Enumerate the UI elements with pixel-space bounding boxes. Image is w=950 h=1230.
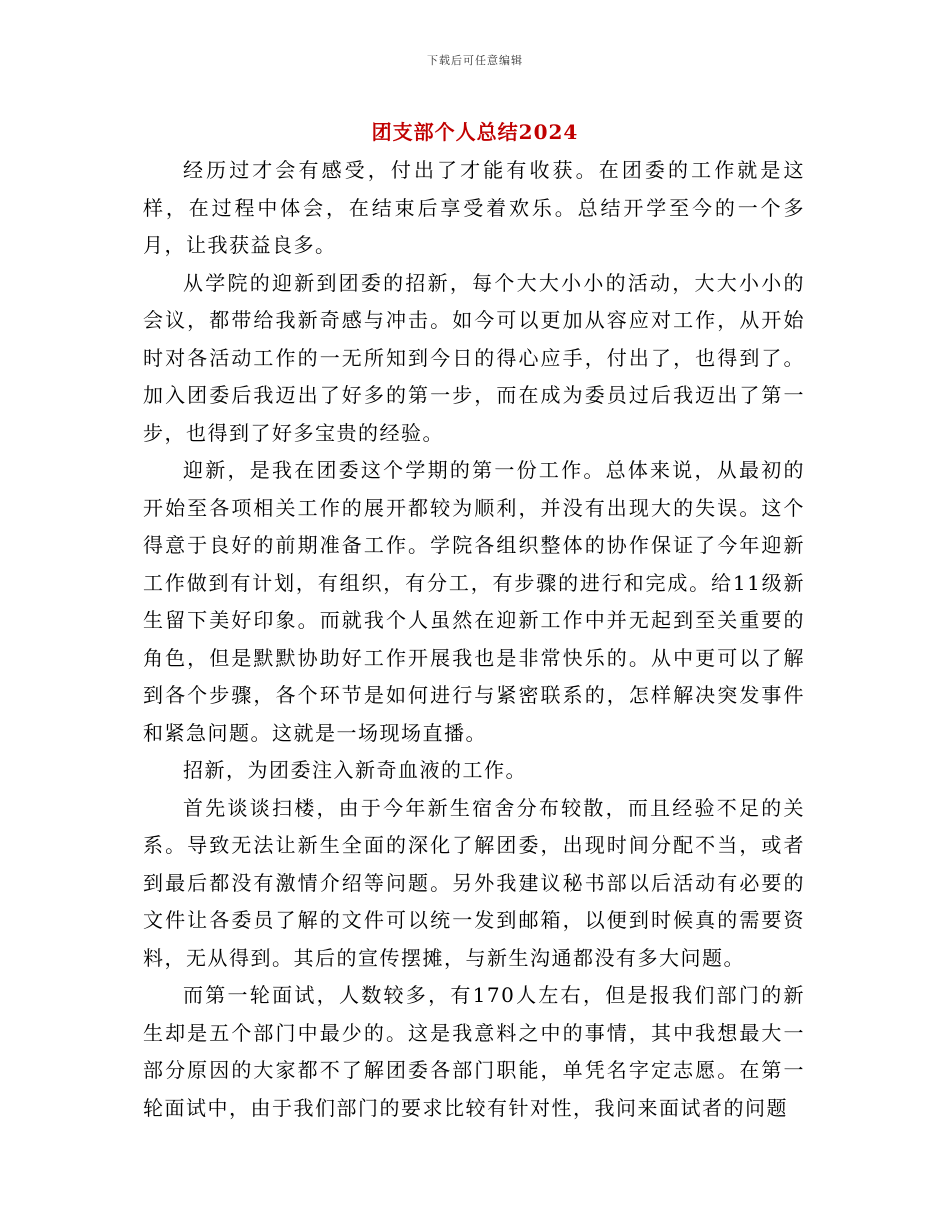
paragraph-6: 而第一轮面试，人数较多，有170人左右，但是报我们部门的新生却是五个部门中最少的。这是我意料之中的事情，其中我想最大一部分原因的大家都不了解团委各部门职能，单凭名字定志愿。在第一轮面试中，由于我们部门的要求比较有针对性，我问来面试者的问题 bbox=[143, 983, 805, 1120]
paragraph-5: 首先谈谈扫楼，由于今年新生宿舍分布较散，而且经验不足的关系。导致无法让新生全面的深化了解团委，出现时间分配不当，或者到最后都没有激情介绍等问题。另外我建议秘书部以后活动有必要的文件让各委员了解的文件可以统一发到邮箱，以便到时候真的需要资料，无从得到。其后的宣传摆摊，与新生沟通都没有多大问题。 bbox=[143, 795, 805, 970]
document-body bbox=[143, 152, 805, 1127]
document-title: 团支部个人总结2024 bbox=[371, 120, 579, 144]
paragraph-1: 经历过才会有感受，付出了才能有收获。在团委的工作就是这样，在过程中体会，在结束后享受着欢乐。总结开学至今的一个多月，让我获益良多。 bbox=[143, 158, 805, 257]
paragraph-3: 迎新，是我在团委这个学期的第一份工作。总体来说，从最初的开始至各项相关工作的展开都较为顺利，并没有出现大的失误。这个得意于良好的前期准备工作。学院各组织整体的协作保证了今年迎新工作做到有计划，有组织，有分工，有步骤的进行和完成。给11级新生留下美好印象。而就我个人虽然在迎新工作中并无起到至关重要的角色，但是默默协助好工作开展我也是非常快乐的。从中更可以了解到各个步骤，各个环节是如何进行与紧密联系的，怎样解决突发事件和紧急问题。这就是一场现场直播。 bbox=[143, 458, 805, 745]
paragraph-4: 招新，为团委注入新奇血液的工作。 bbox=[183, 758, 527, 782]
header-note: 下载后可任意编辑 bbox=[427, 54, 523, 67]
paragraph-2: 从学院的迎新到团委的招新，每个大大小小的活动，大大小小的会议，都带给我新奇感与冲击。如今可以更加从容应对工作，从开始时对各活动工作的一无所知到今日的得心应手，付出了，也得到了。加入团委后我迈出了好多的第一步，而在成为委员过后我迈出了第一步，也得到了好多宝贵的经验。 bbox=[143, 270, 805, 445]
